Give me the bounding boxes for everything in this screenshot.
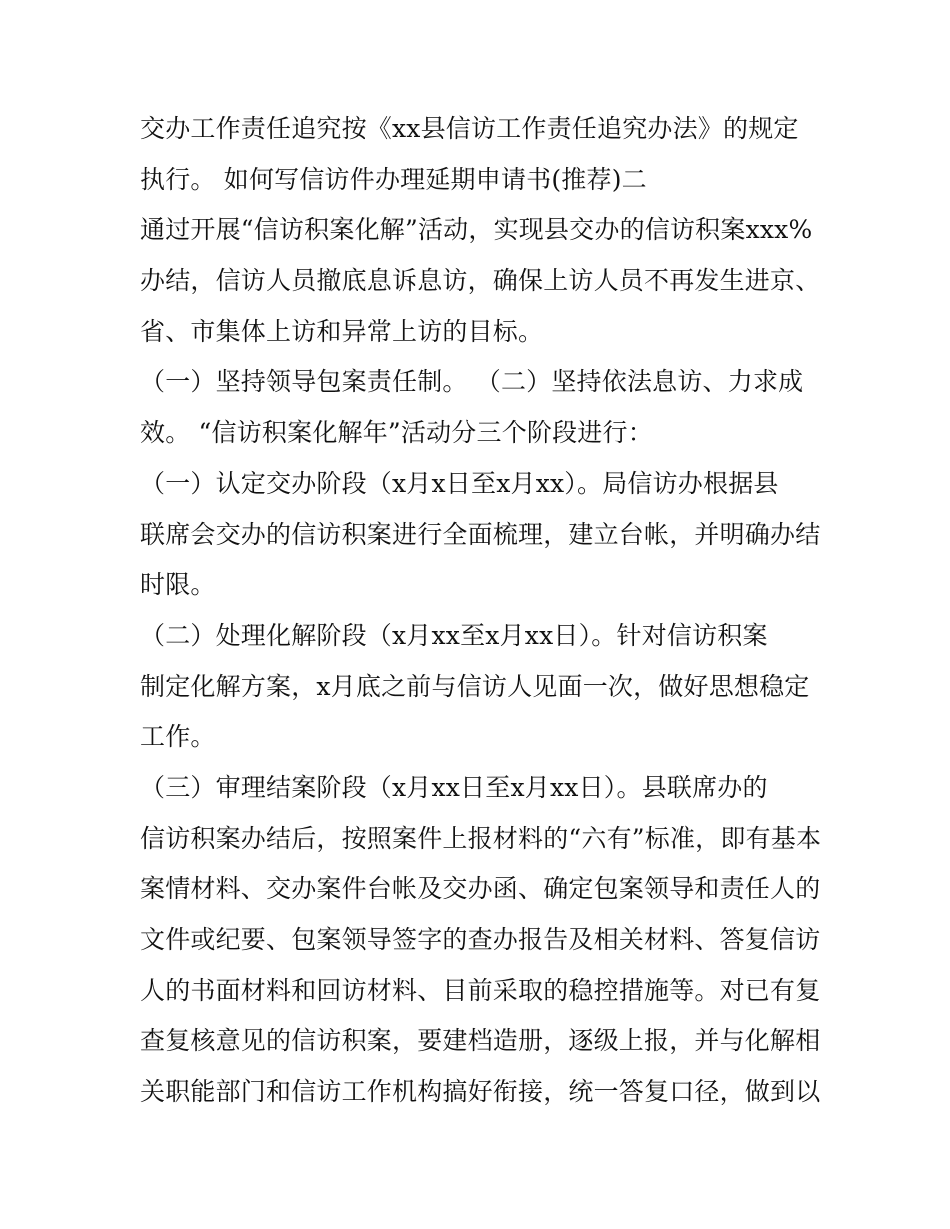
text-line: 文件或纪要、包案领导签字的查办报告及相关材料、答复信访 [140, 925, 821, 954]
text-line: 交办工作责任追究按《xx县信访工作责任追究办法》的规定 [140, 114, 799, 143]
text-line: 办结，信访人员撤底息诉息访，确保上访人员不再发生进京、 [140, 266, 821, 296]
text-line: 工作。 [140, 722, 216, 752]
text-line: （一）坚持领导包案责任制。 （二）坚持依法息访、力求成 [140, 367, 804, 397]
text-line: 信访积案办结后，按照案件上报材料的“六有”标准，即有基本 [140, 823, 822, 853]
text-line: 通过开展“信访积案化解”活动，实现县交办的信访积案xxx% [140, 215, 813, 245]
text-line: 关职能部门和信访工作机构搞好衔接，统一答复口径，做到以 [140, 1077, 821, 1107]
text-line: 联席会交办的信访积案进行全面梳理，建立台帐，并明确办结 [140, 519, 821, 549]
text-line: 省、市集体上访和异常上访的目标。 [140, 316, 544, 346]
text-line: 效。 “信访积案化解年”活动分三个阶段进行： [140, 418, 653, 448]
text-line: 人的书面材料和回访材料、目前采取的稳控措施等。对已有复 [140, 975, 821, 1005]
text-line: 执行。 如何写信访件办理延期申请书(推荐)二 [140, 164, 647, 194]
text-line: （三）审理结案阶段（x月xx日至x月xx日）。县联席办的 [140, 772, 768, 802]
text-line: （二）处理化解阶段（x月xx至x月xx日）。针对信访积案 [140, 620, 768, 650]
text-line: 案情材料、交办案件台帐及交办函、确定包案领导和责任人的 [140, 874, 821, 904]
text-line: 时限。 [140, 570, 216, 600]
text-line: 制定化解方案，x月底之前与信访人见面一次，做好思想稳定 [140, 671, 810, 701]
text-line: 查复核意见的信访积案，要建档造册，逐级上报，并与化解相 [140, 1026, 821, 1056]
body-text [140, 104, 820, 1118]
text-line: （一）认定交办阶段（x月x日至x月xx）。局信访办根据县 [140, 468, 779, 498]
